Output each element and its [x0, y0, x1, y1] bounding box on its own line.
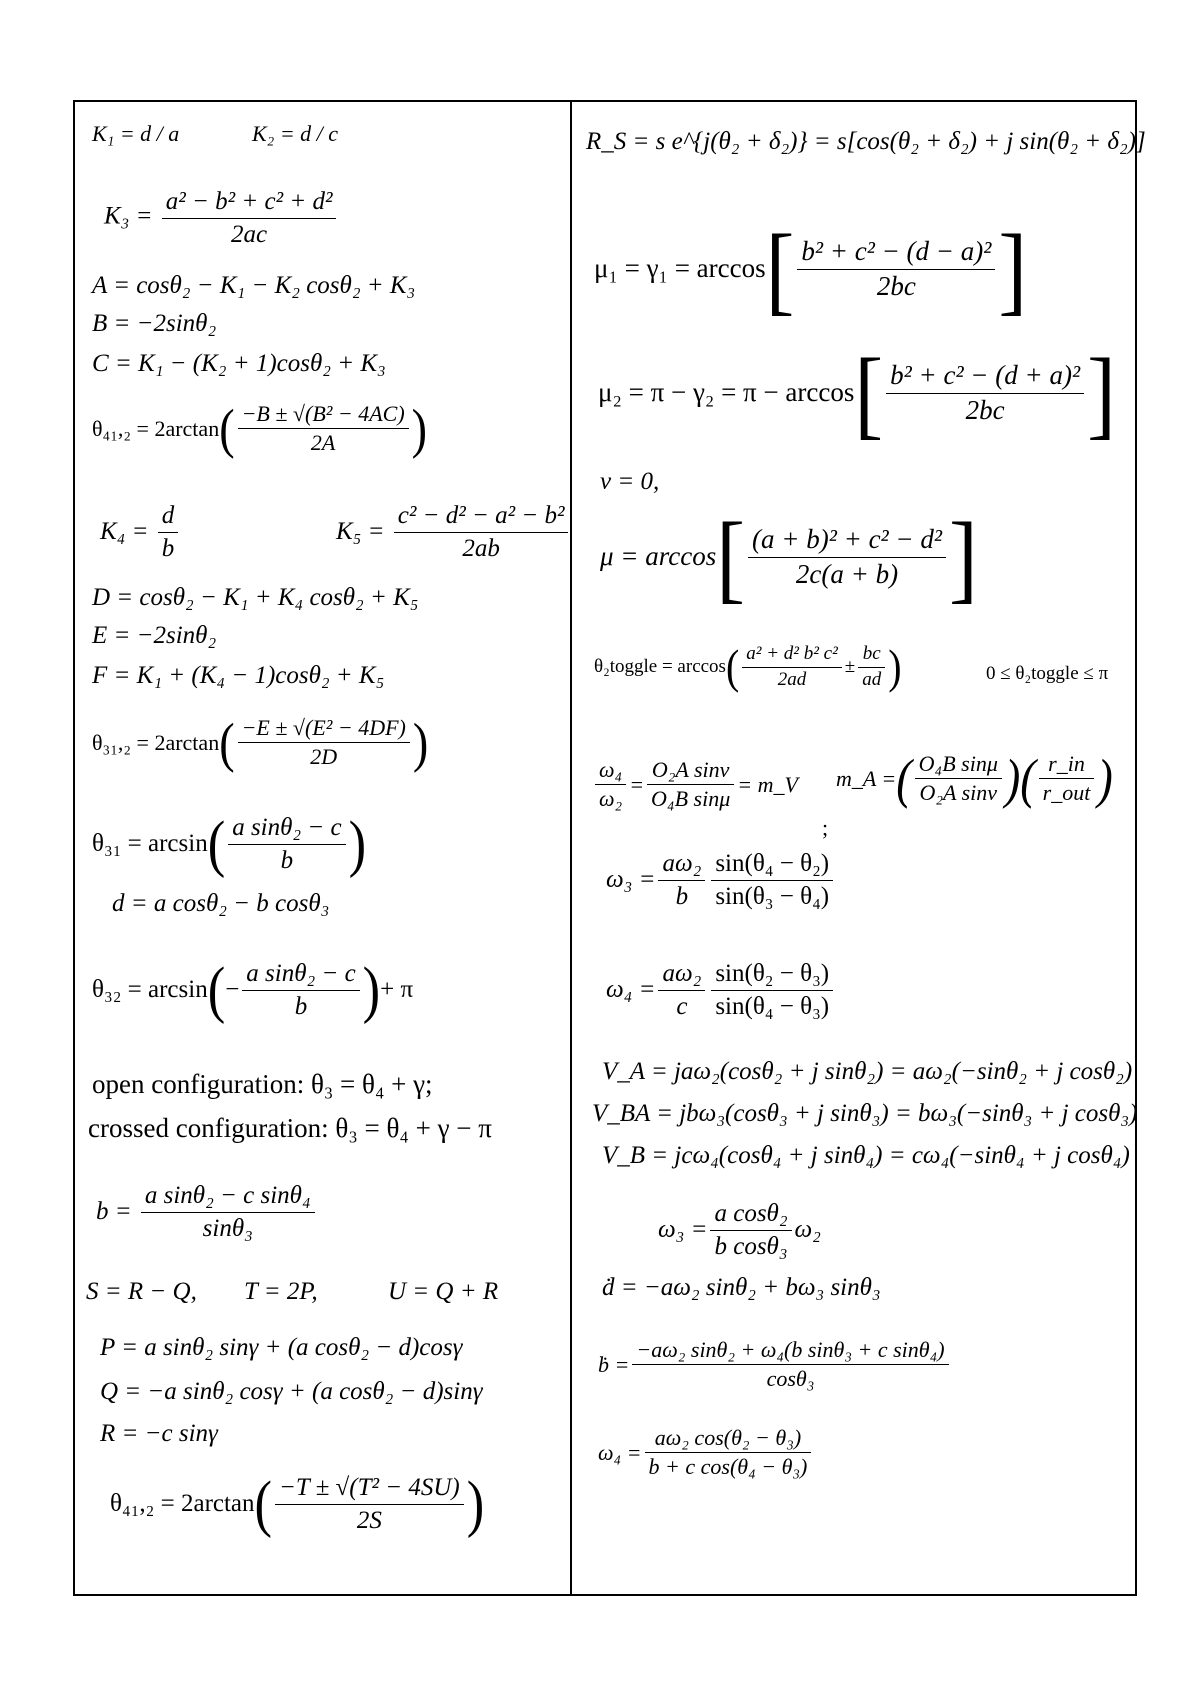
bdot-denominator: cosθ₃: [766, 1366, 815, 1392]
toggle-numerator: a² + d² b² c²: [742, 644, 842, 668]
mv-numerator: O₂A sinν: [647, 758, 734, 785]
ma-denominator: O₂A sinν: [919, 780, 998, 806]
eq-mu: μ = arccos[ $\frac{\text{(a + b)² + c² − d²}}{2c(a + b)}$ ]: [600, 501, 978, 613]
w3-lhs: ω₃ =: [606, 866, 656, 894]
k3-numerator: a² − b² + c² + d²: [162, 188, 337, 219]
theta3-denominator: 2D: [310, 744, 338, 770]
theta31-numerator: a sinθ₂ − c: [228, 814, 345, 845]
eq-theta2-toggle: θ₂toggle = arccos( $\frac{\text{a² + d² b² c²}}{2ad}$ ± $\frac{bc}{ad}$ ): [594, 639, 902, 694]
toggle-range: 0 ≤ θ₂toggle ≤ π: [986, 663, 1109, 684]
theta3-numerator: −E ± √(E² − 4DF): [238, 716, 410, 743]
w3-denominator: b: [675, 882, 689, 910]
eq-theta4-roots: θ₄₁,₂ = 2arctan( $\frac{\text{−B ± √(B² − 4AC)}}{2A}$ ): [92, 397, 428, 459]
eq-t: T = 2P,: [244, 1278, 318, 1305]
eq-omega4: [606, 960, 836, 1020]
w4-denominator-2: sin(θ₄ − θ₃): [715, 992, 830, 1020]
theta31-denominator: b: [280, 846, 294, 874]
eq-q: Q = −a sinθ₂ cosγ + (a cosθ₂ − d)sinγ: [100, 1378, 483, 1405]
eq-d-dot: ḋ = −aω₂ sinθ₂ + bω₃ sinθ₃: [602, 1274, 881, 1301]
mu2-denominator: 2bc: [965, 394, 1005, 425]
mu-numerator: (a + b)² + c² − d²: [748, 525, 946, 558]
eq-f: F = K₁ + (K₄ − 1)cosθ₂ + K₅: [92, 662, 385, 689]
eq-theta3-roots: θ₃₁,₂ = 2arctan( $\frac{\text{−E ± √(E² − 4DF)}}{2D}$ ): [92, 711, 429, 773]
mu-denominator: 2c(a + b): [795, 558, 899, 589]
k4-denominator: b: [161, 534, 175, 562]
eq-b-length: [96, 1182, 318, 1242]
eq-d: D = cosθ₂ − K₁ + K₄ cosθ₂ + K₅: [92, 584, 419, 611]
bdot-lhs: ḃ =: [598, 1351, 630, 1377]
k4-lhs: K₄ =: [100, 518, 149, 546]
toggle-denominator: 2ad: [777, 668, 807, 690]
toggle-lhs: θ₂toggle = arccos: [594, 655, 726, 677]
k4-numerator: d: [158, 502, 179, 533]
k5-denominator: 2ab: [462, 534, 500, 562]
eq-omega3: [606, 850, 836, 910]
w3-denominator-2: sin(θ₃ − θ₄): [715, 882, 830, 910]
theta3-lhs: θ₃₁,₂ = 2arctan: [92, 729, 220, 755]
eq-d-position: d = a cosθ₂ − b cosθ₃: [112, 890, 330, 917]
theta4-numerator: −B ± √(B² − 4AC): [238, 402, 409, 429]
theta32-lhs: θ₃₂ = arcsin: [92, 976, 208, 1004]
eq-b-dot: [598, 1338, 952, 1391]
b-numerator: a sinθ₂ − c sinθ₄: [141, 1182, 315, 1213]
ma-numerator-2: r_in: [1039, 752, 1095, 779]
eq-c: C = K₁ − (K₂ + 1)cosθ₂ + K₃: [92, 350, 386, 377]
eq-mu1: μ₁ = γ₁ = arccos[ $\frac{\text{b² + c² − (d − a)²}}{2bc}$ ]: [594, 213, 1028, 325]
w3b-tail: ω₂: [794, 1216, 821, 1244]
eq-k3: [104, 188, 339, 248]
eq-p: P = a sinθ₂ sinγ + (a cosθ₂ − d)cosγ: [100, 1334, 463, 1361]
theta32-numerator: a sinθ₂ − c: [242, 960, 359, 991]
w3b-denominator: b cosθ₃: [714, 1232, 788, 1260]
eq-rs: R_S = s e^{j(θ₂ + δ₂)} = s[cos(θ₂ + δ₂) + j sin(θ₂ + δ₂)]: [586, 128, 1146, 155]
eq-a: A = cosθ₂ − K₁ − K₂ cosθ₂ + K₃: [92, 272, 416, 299]
w4-numerator-2: sin(θ₂ − θ₃): [711, 960, 833, 991]
theta32-tail: + π: [380, 976, 414, 1004]
k3-lhs: K₃ =: [104, 202, 153, 230]
eq-k4: [100, 502, 181, 562]
eq-e: E = −2sinθ₂: [92, 622, 217, 649]
eq-theta31: θ₃₁ = arcsin( $\frac{\text{a sinθ₂ − c}}{b}$ ): [92, 808, 367, 879]
open-configuration: open configuration: θ₃ = θ₄ + γ;: [92, 1069, 433, 1099]
mu-lhs: μ = arccos: [600, 541, 717, 572]
toggle-denominator-2: ad: [862, 668, 882, 690]
mu2-numerator: b² + c² − (d + a)²: [886, 361, 1084, 394]
w4b-denominator: b + c cos(θ₄ − θ₃): [648, 1454, 808, 1480]
ma-numerator: O₄B sinμ: [915, 752, 1002, 779]
eq-mechanical-advantage: $\frac{\text{ω₄}}{\text{ω₂}}$ = $\frac{\text{O₂A sinν}}{\text{O₄B sinμ}}$ = m_V: [592, 758, 798, 811]
mv-denominator: O₄B sinμ: [651, 786, 731, 812]
w3-numerator: aω₂: [658, 850, 705, 881]
theta32-denominator: b: [294, 992, 308, 1020]
eq-b: B = −2sinθ₂: [92, 310, 217, 337]
ratio-numerator: ω₄: [595, 758, 626, 785]
eq-vba: V_BA = jbω₃(cosθ₃ + j sinθ₃) = bω₃(−sinθ₃ + j cosθ₃): [592, 1100, 1138, 1127]
crossed-configuration: crossed configuration: θ₃ = θ₄ + γ − π: [88, 1113, 492, 1143]
eq-theta4-roots-b: θ₄₁,₂ = 2arctan( $\frac{\text{−T ± √(T² − 4SU)}}{2S}$ ): [110, 1468, 485, 1539]
eq-omega3-slider: [658, 1200, 821, 1260]
theta4-denominator: 2A: [310, 430, 336, 456]
w3-numerator-2: sin(θ₄ − θ₂): [711, 850, 833, 881]
eq-nu: ν = 0,: [600, 468, 660, 495]
ratio-denominator: ω₂: [599, 786, 623, 812]
w4-lhs: ω₄ =: [606, 976, 656, 1004]
w4-denominator: c: [676, 992, 688, 1020]
theta4b-lhs: θ₄₁,₂ = 2arctan: [110, 1490, 255, 1518]
theta4b-denominator: 2S: [356, 1506, 382, 1534]
eq-omega4-slider: [598, 1426, 814, 1479]
toggle-plus-minus: ±: [844, 655, 856, 677]
ma-lhs: m_A =: [836, 765, 897, 791]
semicolon: ;: [822, 815, 829, 840]
k3-denominator: 2ac: [231, 220, 268, 248]
mu1-numerator: b² + c² − (d − a)²: [797, 237, 995, 270]
eq-k2: K₂ = d / c: [252, 121, 339, 146]
eq-vb: V_B = jcω₄(cosθ₄ + j sinθ₄) = cω₄(−sinθ₄ + j cosθ₄): [602, 1142, 1130, 1169]
b-denominator: sinθ₃: [202, 1214, 253, 1242]
eq-va: V_A = jaω₂(cosθ₂ + j sinθ₂) = aω₂(−sinθ₂ + j cosθ₂): [602, 1058, 1133, 1085]
mu1-denominator: 2bc: [876, 270, 916, 301]
theta31-lhs: θ₃₁ = arcsin: [92, 830, 208, 858]
b-lhs: b =: [96, 1198, 132, 1226]
eq-mu2: μ₂ = π − γ₂ = π − arccos[ $\frac{\text{b² + c² − (d + a)²}}{2bc}$ ]: [598, 337, 1116, 449]
eq-s: S = R − Q,: [86, 1278, 197, 1305]
k5-lhs: K₅ =: [336, 518, 385, 546]
column-divider: [570, 100, 572, 1596]
w4b-lhs: ω₄ =: [598, 1439, 642, 1465]
bdot-numerator: −aω₂ sinθ₂ + ω₄(b sinθ₃ + c sinθ₄): [632, 1338, 948, 1365]
w4b-numerator: aω₂ cos(θ₂ − θ₃): [645, 1426, 812, 1453]
w3b-lhs: ω₃ =: [658, 1216, 708, 1244]
eq-k5: [336, 502, 571, 562]
ma-denominator-2: r_out: [1042, 780, 1091, 806]
k5-numerator: c² − d² − a² − b²: [394, 502, 569, 533]
theta4-lhs: θ₄₁,₂ = 2arctan: [92, 415, 220, 441]
eq-theta32: θ₃₂ = arcsin(− $\frac{\text{a sinθ₂ − c}}{b}$ )+ π: [92, 954, 414, 1025]
eq-r: R = −c sinγ: [100, 1420, 218, 1447]
mv-rhs: = m_V: [737, 771, 798, 797]
mu1-lhs: μ₁ = γ₁ = arccos: [594, 253, 766, 284]
mu2-lhs: μ₂ = π − γ₂ = π − arccos: [598, 377, 855, 408]
eq-k1: K₁ = d / a: [92, 121, 180, 146]
theta4b-numerator: −T ± √(T² − 4SU): [275, 1474, 464, 1505]
w3b-numerator: a cosθ₂: [710, 1200, 791, 1231]
toggle-numerator-2: bc: [858, 644, 885, 668]
w4-numerator: aω₂: [658, 960, 705, 991]
eq-ma: m_A =( $\frac{\text{O₄B sinμ}}{\text{O₂A sinν}}$ )( $\frac{r\_in}{\text{r\_out}}$ ): [836, 747, 1113, 809]
eq-u: U = Q + R: [388, 1278, 499, 1305]
